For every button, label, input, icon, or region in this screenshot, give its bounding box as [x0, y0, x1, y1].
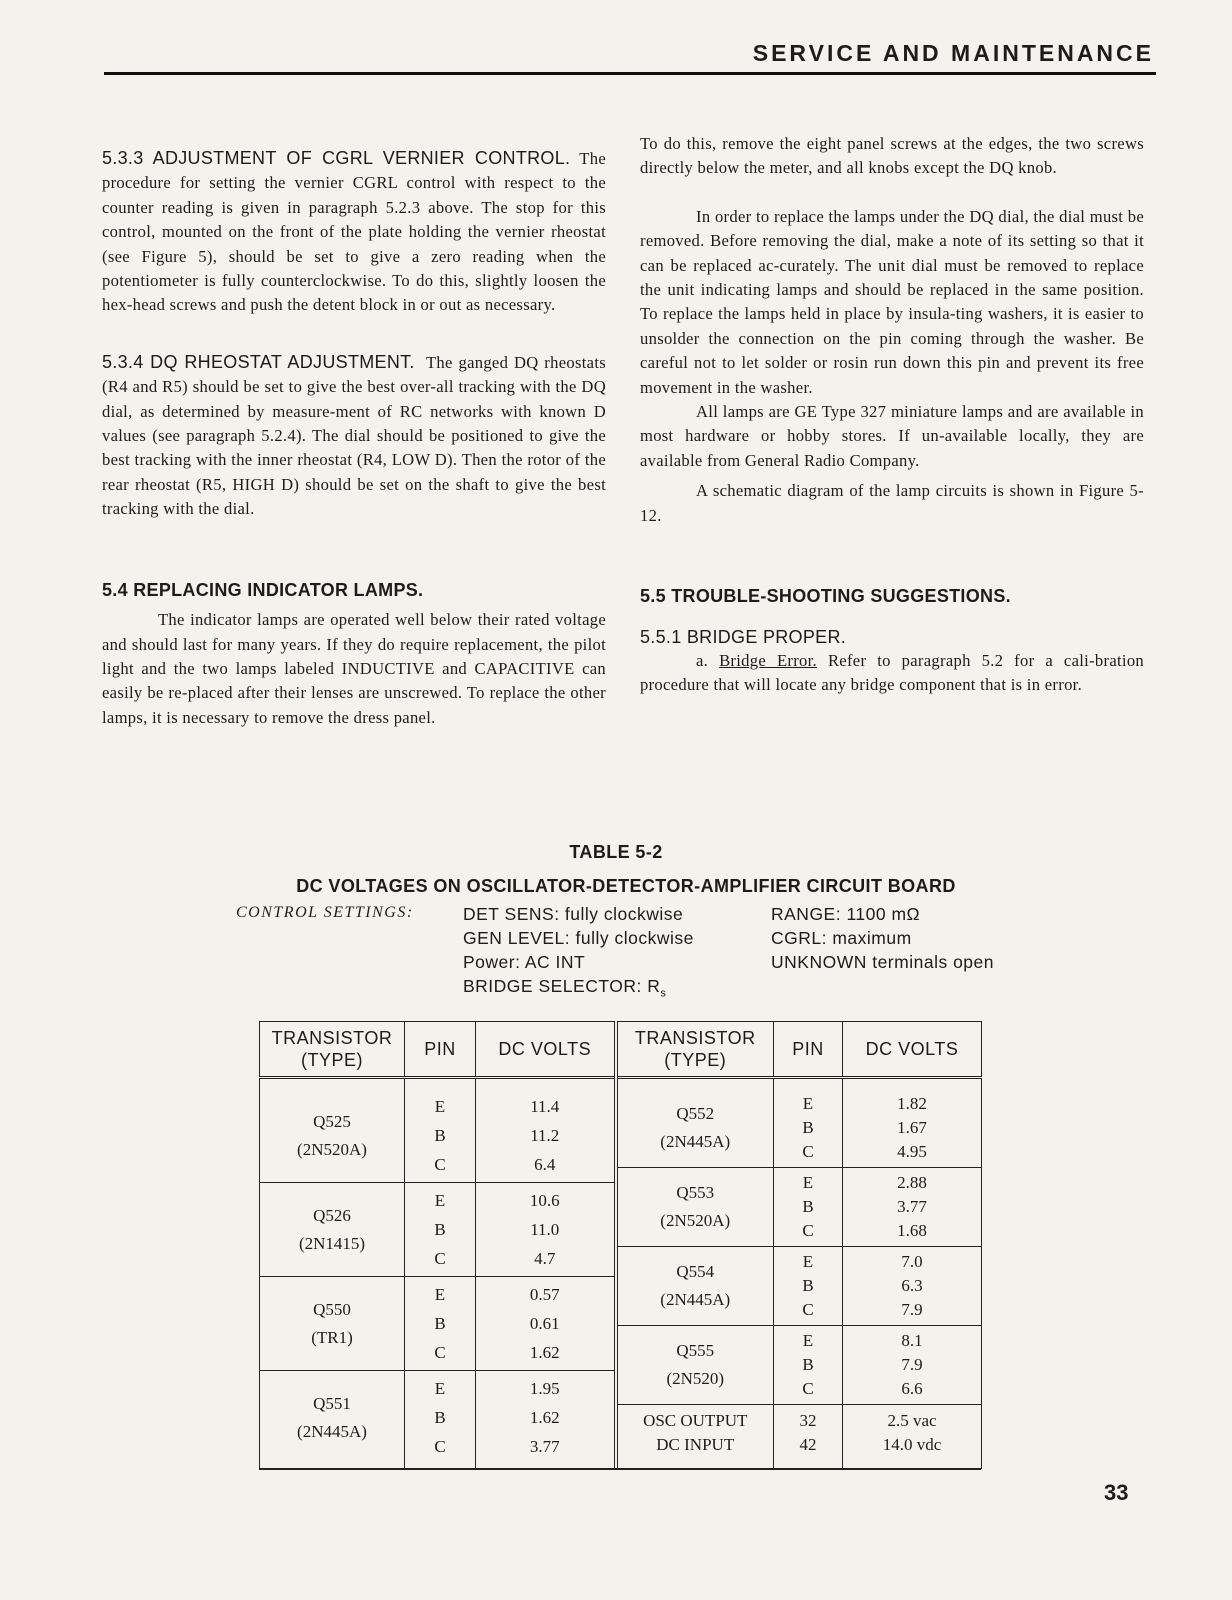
table-row: Q550 (TR1)	[260, 1277, 404, 1371]
right-column	[640, 132, 1144, 698]
setting-cgrl: CGRL: maximum	[771, 928, 912, 948]
section-5-3-3-heading: 5.3.3 ADJUSTMENT OF CGRL VERNIER CONTROL.	[102, 148, 571, 168]
right-pin-column: E B C E B C E B C E B C 32 42	[774, 1078, 843, 1470]
section-5-3-4-body: The ganged DQ rheostats (R4 and R5) should be set to give the best over-all tracking with the DQ dial, as determined by measure-ment of RC networks with known D values (see paragraph 5.2.4). The dial should be positioned to give the best tracking with the inner rheostat (R4, LOW D). Then the rotor of the rear rheostat (R5, HIGH D) should be set on the shaft to give the best tracking with the dial.	[102, 352, 606, 519]
section-5-5-1-heading: 5.5.1 BRIDGE PROPER.	[640, 626, 847, 647]
left-transistor-column	[260, 1078, 405, 1470]
left-column	[102, 146, 606, 730]
lamps-paragraph-3: All lamps are GE Type 327 miniature lamps and are available in most hardware or hobby stores. If un-available locally, they are available from General Radio Company.	[640, 402, 1144, 470]
page-number: 33	[1104, 1480, 1129, 1505]
setting-gen-level: GEN LEVEL: fully clockwise	[463, 928, 694, 948]
table-row: OSC OUTPUT DC INPUT	[643, 1411, 748, 1454]
table-row: Q553 (2N520A)	[618, 1168, 774, 1247]
header-dc-volts-left: DC VOLTS	[476, 1022, 616, 1078]
header-transistor-right: TRANSISTOR (TYPE)	[616, 1022, 774, 1078]
table-row: Q525 (2N520A)	[260, 1089, 404, 1183]
section-5-4-heading: 5.4 REPLACING INDICATOR LAMPS.	[102, 579, 424, 600]
header-dc-volts-right: DC VOLTS	[843, 1022, 982, 1078]
section-5-5-heading: 5.5 TROUBLE-SHOOTING SUGGESTIONS.	[640, 586, 1011, 607]
setting-unknown-terminals: UNKNOWN terminals open	[771, 952, 994, 972]
table-row: Q526 (2N1415)	[260, 1183, 404, 1277]
right-volts-column: 1.82 1.67 4.95 2.88 3.77 1.68 7.0 6.3 7.9 8.1 7.9 6.6 2.5 vac 14.0 vdc	[843, 1078, 982, 1470]
lamps-paragraph-1: To do this, remove the eight panel screws at the edges, the two screws directly below the meter, and all knobs except the DQ knob.	[640, 134, 1144, 178]
dc-voltage-table	[259, 1021, 982, 1469]
table-bottom-rule	[259, 1468, 981, 1470]
right-transistor-column	[616, 1078, 774, 1470]
lamps-paragraph-4: A schematic diagram of the lamp circuits is shown in Figure 5-12.	[640, 481, 1144, 525]
settings-column-1	[463, 902, 694, 1006]
section-5-3-4-heading: 5.3.4 DQ RHEOSTAT ADJUSTMENT.	[102, 351, 415, 372]
section-5-3-3-body: The procedure for setting the vernier CGRL control with respect to the counter reading is given in paragraph 5.2.3 above. The stop for this control, mounted on the front of the plate holding the vernier rheostat (see Figure 5), should be set to give a zero reading when the potentiometer is fully counterclockwise. To do this, slightly loosen the hex-head screws and push the detent block in or out as necessary.	[102, 149, 606, 315]
item-a-label: a.	[696, 650, 709, 670]
table-subtitle: DC VOLTAGES ON OSCILLATOR-DETECTOR-AMPLIFIER CIRCUIT BOARD	[296, 876, 956, 896]
table-row: Q554 (2N445A)	[618, 1247, 774, 1326]
table-title: TABLE 5-2	[569, 842, 663, 862]
running-header: SERVICE AND MAINTENANCE	[752, 40, 1154, 66]
header-transistor-left: TRANSISTOR (TYPE)	[260, 1022, 405, 1078]
setting-det-sens: DET SENS: fully clockwise	[463, 904, 684, 924]
left-volts-column: 11.4 11.2 6.4 10.6 11.0 4.7 0.57 0.61 1.62 1.95 1.62 3.77	[476, 1078, 616, 1470]
setting-power: Power: AC INT	[463, 952, 586, 972]
lamps-paragraph-2: In order to replace the lamps under the DQ dial, the dial must be removed. Before removing the dial, make a note of its setting so that it can be replaced ac-curately. The unit dial must be removed to replace the unit indicating lamps and should be replaced in the same position. To replace the lamps held in place by insula-ting washers, it is easier to unsolder the connection on the pin coming through the washer. Be careful not to let solder or rosin run down this pin and prevent its free movement in the washer.	[640, 206, 1144, 397]
setting-bridge-selector: BRIDGE SELECTOR: $R_s$	[463, 976, 667, 1000]
header-pin-right: PIN	[774, 1022, 843, 1078]
table-row: Q555 (2N520)	[618, 1326, 774, 1405]
table-row: Q551 (2N445A)	[297, 1393, 367, 1441]
control-settings-label: CONTROL SETTINGS:	[236, 904, 414, 921]
header-rule	[104, 72, 1156, 75]
table-row: Q552 (2N445A)	[618, 1089, 774, 1168]
header-pin-left: PIN	[405, 1022, 476, 1078]
left-pin-column: E B C E B C E B C E B C	[405, 1078, 476, 1470]
bridge-error-body: Refer to paragraph 5.2 for a cali-bration procedure that will locate any bridge component that is in error.	[640, 650, 1145, 695]
setting-range: RANGE: 1100 mΩ	[771, 904, 921, 924]
bridge-error-title: Bridge Error.	[719, 650, 817, 670]
settings-column-2	[771, 902, 994, 974]
section-5-4-body: The indicator lamps are operated well below their rated voltage and should last for many years. If they do require replacement, the pilot light and the two lamps labeled INDUCTIVE and CAPACITIVE can easily be re-placed after their lenses are unscrewed. To replace the other lamps, it is necessary to remove the dress panel.	[102, 610, 606, 727]
